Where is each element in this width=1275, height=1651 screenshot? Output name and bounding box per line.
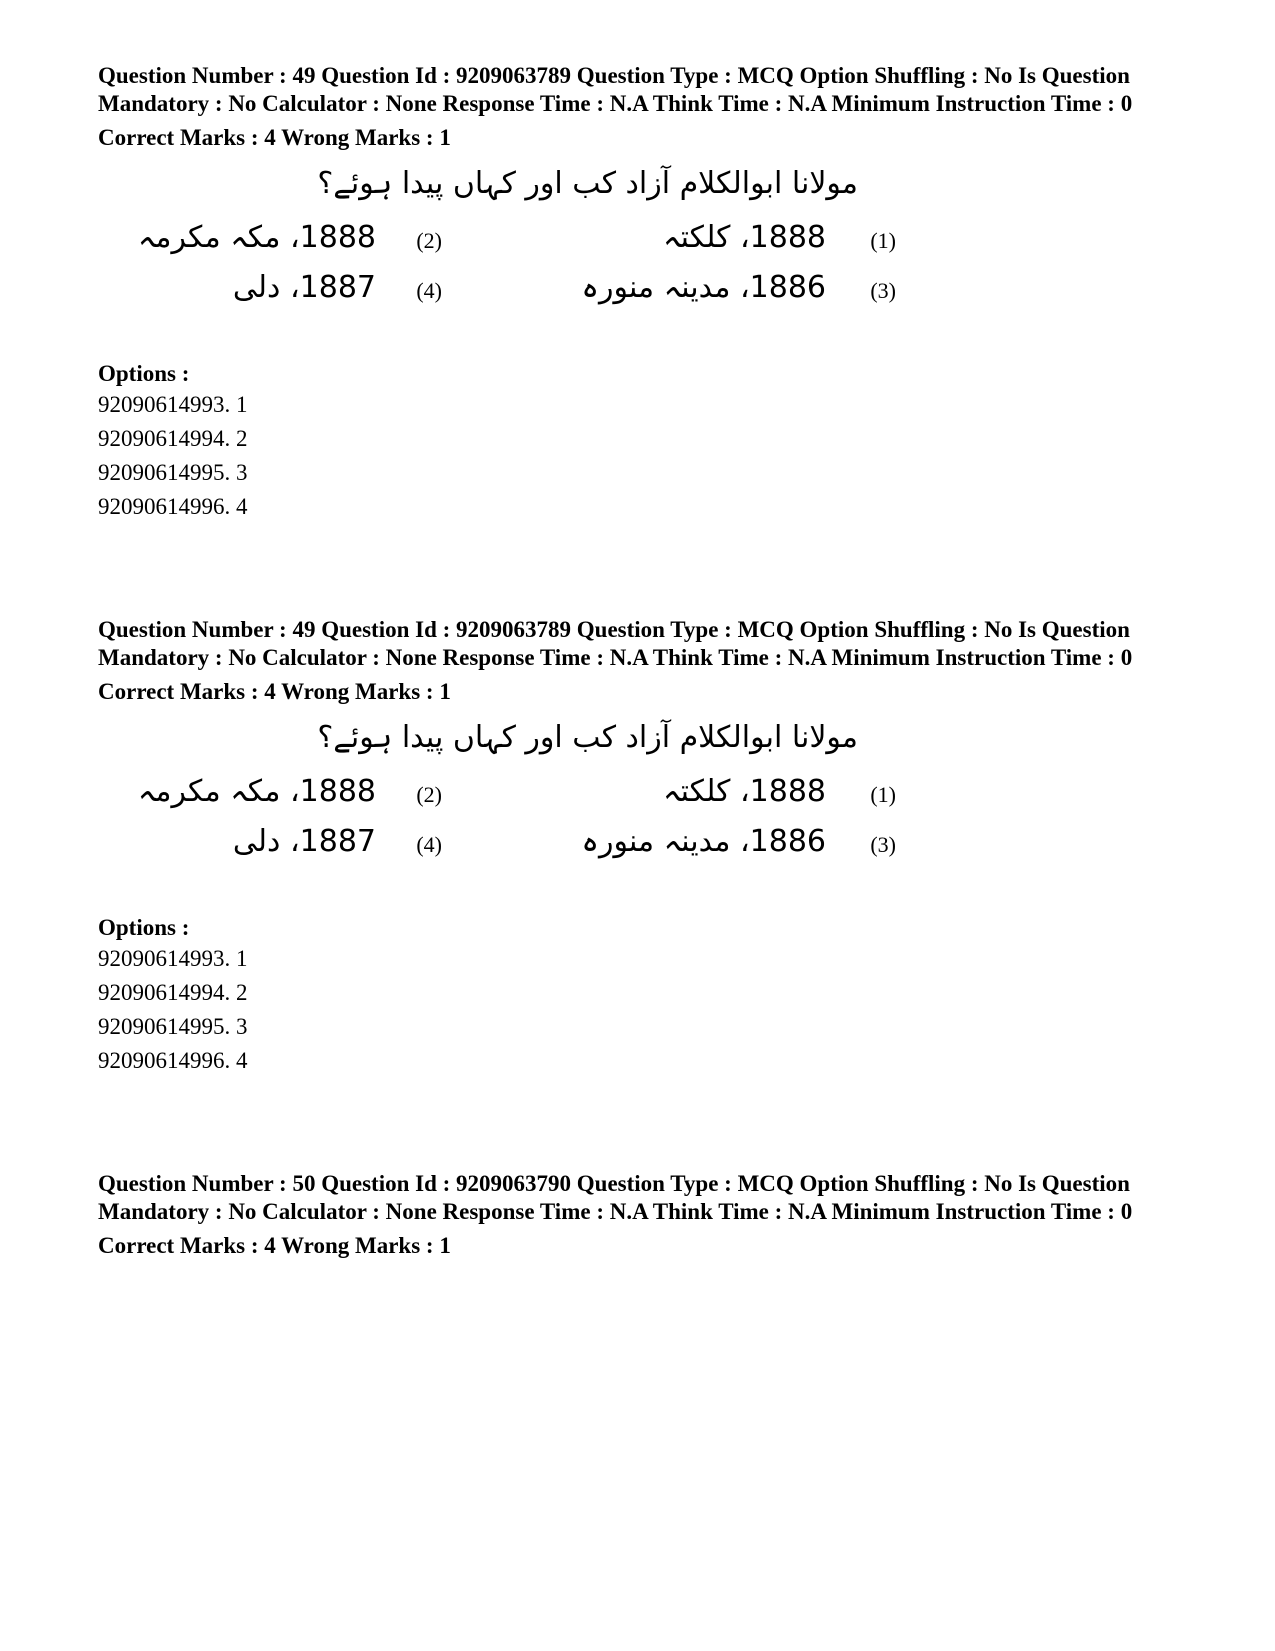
question-block-3	[98, 1170, 1188, 1260]
option-number-4: (4)	[416, 278, 442, 303]
question-meta: Question Number : 50 Question Id : 9209063790 Question Type : MCQ Option Shuffling : No Is Question Mandatory : No Calculator : None Response Time : N.A Think Time : N.A Minimum Instruction Time : 0	[98, 1171, 1133, 1224]
question-block-2	[98, 616, 1188, 1078]
urdu-question-text: مولانا ابوالکلام آزاد کب اور کہاں پیدا ہوئے؟	[317, 720, 858, 755]
question-meta: Question Number : 49 Question Id : 9209063789 Question Type : MCQ Option Shuffling : No Is Question Mandatory : No Calculator : None Response Time : N.A Think Time : N.A Minimum Instruction Time : 0	[98, 63, 1133, 116]
option-line-3: 92090614995. 3	[98, 460, 248, 485]
option-number-3: (3)	[870, 832, 896, 857]
option-number-1: (1)	[870, 782, 896, 807]
option-line-2: 92090614994. 2	[98, 426, 248, 451]
option-number-2: (2)	[416, 782, 442, 807]
urdu-question-image	[98, 720, 898, 870]
option-line-2: 92090614994. 2	[98, 980, 248, 1005]
urdu-option-4: 1887، دلی	[232, 824, 376, 859]
urdu-option-4: 1887، دلی	[232, 270, 376, 305]
question-block-1	[98, 62, 1188, 524]
option-number-2: (2)	[416, 228, 442, 253]
urdu-question-text: مولانا ابوالکلام آزاد کب اور کہاں پیدا ہوئے؟	[317, 166, 858, 201]
option-number-1: (1)	[870, 228, 896, 253]
urdu-option-3: 1886، مدینہ منورہ	[581, 824, 826, 859]
option-line-4: 92090614996. 4	[98, 494, 248, 519]
question-marks: Correct Marks : 4 Wrong Marks : 1	[98, 679, 451, 704]
option-line-1: 92090614993. 1	[98, 392, 248, 417]
urdu-option-1: 1888، کلکتہ	[663, 774, 826, 809]
options-title: Options :	[98, 361, 190, 386]
urdu-option-2: 1888، مکہ مکرمہ	[137, 774, 376, 809]
urdu-question-image	[98, 166, 898, 316]
option-line-4: 92090614996. 4	[98, 1048, 248, 1073]
question-meta: Question Number : 49 Question Id : 9209063789 Question Type : MCQ Option Shuffling : No Is Question Mandatory : No Calculator : None Response Time : N.A Think Time : N.A Minimum Instruction Time : 0	[98, 617, 1133, 670]
question-marks: Correct Marks : 4 Wrong Marks : 1	[98, 125, 451, 150]
option-line-1: 92090614993. 1	[98, 946, 248, 971]
options-title: Options :	[98, 915, 190, 940]
question-marks: Correct Marks : 4 Wrong Marks : 1	[98, 1233, 451, 1258]
option-line-3: 92090614995. 3	[98, 1014, 248, 1039]
urdu-option-3: 1886، مدینہ منورہ	[581, 270, 826, 305]
urdu-option-1: 1888، کلکتہ	[663, 220, 826, 255]
urdu-option-2: 1888، مکہ مکرمہ	[137, 220, 376, 255]
option-number-3: (3)	[870, 278, 896, 303]
option-number-4: (4)	[416, 832, 442, 857]
